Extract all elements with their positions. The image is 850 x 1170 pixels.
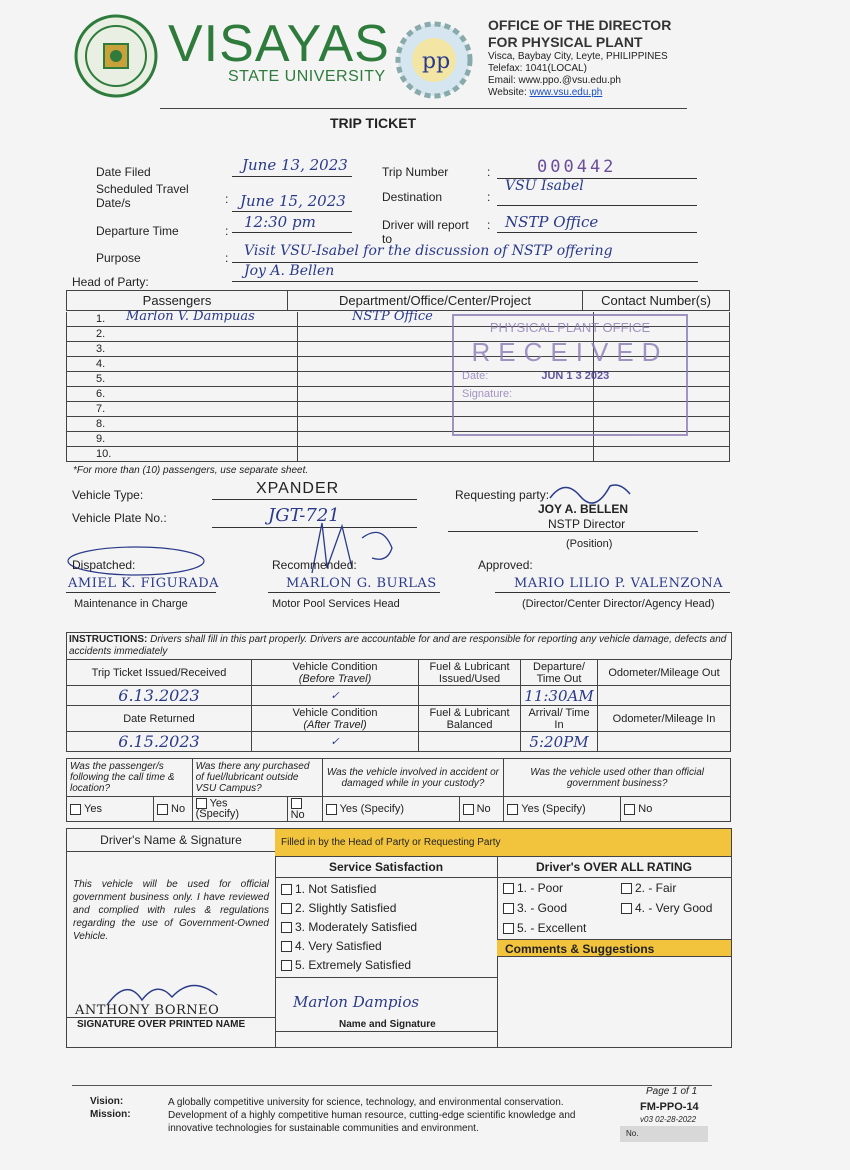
date-filed-label: Date Filed <box>96 165 151 179</box>
office-line2: FOR PHYSICAL PLANT <box>488 34 643 50</box>
form-version: v03 02-28-2022 <box>640 1115 697 1124</box>
scheduled-travel-value[interactable]: June 15, 2023 <box>240 192 346 210</box>
form-code: FM-PPO-14 <box>640 1101 699 1113</box>
vehicle-plate-label: Vehicle Plate No.: <box>72 511 167 525</box>
rating-4-checkbox[interactable] <box>621 903 632 914</box>
stamp-date-value: JUN 1 3 2023 <box>541 370 610 382</box>
service-option[interactable] <box>281 956 497 975</box>
departure-label: Departure/ Time Out <box>521 660 598 686</box>
instructions-box <box>66 632 732 660</box>
comments-title: Comments & Suggestions <box>497 939 731 957</box>
service-option-checkbox[interactable] <box>281 884 292 895</box>
evaluation-section <box>66 828 732 1048</box>
checkbox-q1-no[interactable] <box>157 804 168 815</box>
website-label: Website: <box>488 87 530 98</box>
university-subname: STATE UNIVERSITY <box>228 68 386 85</box>
service-option-checkbox[interactable] <box>281 960 292 971</box>
arrival-value[interactable]: 5:20PM <box>521 732 598 752</box>
passenger-name[interactable]: Marlon V. Dampuas <box>126 309 255 324</box>
odo-out-value[interactable] <box>598 686 731 706</box>
rating-5-checkbox[interactable] <box>503 923 514 934</box>
rating-1-label: 1. - Poor <box>517 881 564 895</box>
checkbox-q1-yes[interactable] <box>70 804 81 815</box>
approved-label: Approved: <box>478 558 533 572</box>
service-option-label: 5. Extremely Satisfied <box>295 958 412 972</box>
department-header: Department/Office/Center/Project <box>288 291 583 311</box>
service-option[interactable] <box>281 880 497 899</box>
cond-after-value[interactable]: ✓ <box>252 732 419 752</box>
service-option-label: 1. Not Satisfied <box>295 882 377 896</box>
stamp-received: RECEIVED <box>471 337 669 367</box>
cond-before-value[interactable]: ✓ <box>252 686 419 706</box>
passenger-number: 3. <box>96 343 106 355</box>
ppo-logo-text: pp <box>422 49 451 74</box>
head-party-signer: Marlon Dampios <box>293 993 420 1011</box>
passenger-number: 8. <box>96 418 106 430</box>
date-filed-value[interactable]: June 13, 2023 <box>242 156 348 174</box>
departure-value[interactable]: 11:30AM <box>521 686 598 706</box>
fuel-balanced-value[interactable] <box>419 732 521 752</box>
question-fuel-purchase: Was there any purchased of fuel/lubricant outside VSU Campus? <box>192 759 322 797</box>
ppo-logo-icon <box>392 18 476 102</box>
passenger-number: 5. <box>96 373 106 385</box>
dispatched-name: AMIEL K. FIGURADA <box>68 576 220 591</box>
odo-in-label: Odometer/Mileage In <box>598 706 731 732</box>
passengers-header: Passengers <box>67 291 288 311</box>
rating-2-label: 2. - Fair <box>635 881 677 895</box>
odo-out-label: Odometer/Mileage Out <box>598 660 731 686</box>
questions-table: Was the passenger/s following the call time & location? Was there any purchased of fuel/lubricant outside VSU Campus? Was the vehicle involved in accident or damaged while in your custody? Was the vehicle used other than official government business? Yes No Yes (Specify) No Yes (Specify) No Yes (Specify) No <box>66 758 731 822</box>
departure-time-value[interactable]: 12:30 pm <box>244 213 316 231</box>
rating-3-checkbox[interactable] <box>503 903 514 914</box>
service-option[interactable] <box>281 937 497 956</box>
stamp-office: PHYSICAL PLANT OFFICE <box>489 320 651 335</box>
service-option-label: 2. Slightly Satisfied <box>295 901 397 915</box>
trip-number-label: Trip Number <box>382 165 449 179</box>
position-label: (Position) <box>566 538 613 550</box>
driver-section-title: Driver's Name & Signature <box>67 829 275 852</box>
passenger-number: 1. <box>96 313 106 325</box>
fuel-issued-label: Fuel & Lubricant Issued/Used <box>419 660 521 686</box>
dispatched-label: Dispatched: <box>72 558 136 572</box>
passenger-number: 10. <box>96 448 112 460</box>
page-number: Page 1 of 1 <box>646 1086 698 1097</box>
rating-4-label: 4. - Very Good <box>635 901 713 915</box>
service-options <box>275 878 497 975</box>
passenger-number: 7. <box>96 403 106 415</box>
recommended-name: MARLON G. BURLAS <box>286 576 437 591</box>
office-line1: OFFICE OF THE DIRECTOR <box>488 17 672 33</box>
dispatched-title: Maintenance in Charge <box>74 598 188 610</box>
telefax: Telefax: 1041(LOCAL) <box>488 63 587 74</box>
instructions-text: Drivers shall fill in this part properly. Drivers are accountable for and are responsible for reporting any vehicle damage, defects and accidents immediately <box>69 634 727 657</box>
destination-label: Destination <box>382 190 443 204</box>
website-link[interactable]: www.vsu.edu.ph <box>529 87 603 98</box>
control-number-box <box>620 1126 708 1142</box>
service-option-label: 3. Moderately Satisfied <box>295 920 418 934</box>
checkbox-q2-no[interactable] <box>291 798 302 809</box>
cond-after-label: Vehicle Condition <box>292 706 378 719</box>
service-option-checkbox[interactable] <box>281 903 292 914</box>
university-seal-icon <box>74 14 158 98</box>
question-accident: Was the vehicle involved in accident or damaged while in your custody? <box>322 759 504 797</box>
address: Visca, Baybay City, Leyte, PHILIPPINES <box>488 51 668 62</box>
odo-in-value[interactable] <box>598 732 731 752</box>
passengers-table <box>66 290 730 311</box>
comments-area[interactable] <box>497 957 731 1047</box>
service-option-label: 4. Very Satisfied <box>295 939 382 953</box>
fuel-issued-value[interactable] <box>419 686 521 706</box>
received-stamp <box>452 314 688 436</box>
service-satisfaction-title: Service Satisfaction <box>275 857 497 878</box>
returned-label: Date Returned <box>67 706 252 732</box>
vehicle-plate-value[interactable]: JGT-721 <box>268 505 340 526</box>
cond-before-label: Vehicle Condition <box>292 660 378 673</box>
approved-name: MARIO LILIO P. VALENZONA <box>514 576 723 591</box>
head-party-banner: Filled in by the Head of Party or Requesting Party <box>275 829 731 857</box>
checkbox-q4-yes[interactable] <box>507 804 518 815</box>
question-other-use: Was the vehicle used other than official government business? <box>504 759 731 797</box>
vehicle-type-label: Vehicle Type: <box>72 488 144 502</box>
name-signature-caption: Name and Signature <box>339 1019 436 1030</box>
question-call-time: Was the passenger/s following the call time & location? <box>67 759 193 797</box>
passenger-number: 6. <box>96 388 106 400</box>
returned-value[interactable]: 6.15.2023 <box>67 732 252 752</box>
approved-title: (Director/Center Director/Agency Head) <box>522 598 715 610</box>
passenger-number: 4. <box>96 358 106 370</box>
rating-3-label: 3. - Good <box>517 901 568 915</box>
checkbox-q3-yes[interactable] <box>326 804 337 815</box>
destination-value[interactable]: VSU Isabel <box>505 178 584 194</box>
recommended-label: Recommended: <box>272 558 357 572</box>
requesting-signature-icon <box>545 476 635 508</box>
arrival-label: Arrival/ Time In <box>521 706 598 732</box>
control-number-label: No. <box>626 1129 639 1138</box>
rating-2-checkbox[interactable] <box>621 883 632 894</box>
passenger-number: 9. <box>96 433 106 445</box>
email: Email: www.ppo.@vsu.edu.ph <box>488 75 621 86</box>
checkbox-q2-yes[interactable] <box>196 798 207 809</box>
trip-number-value: 000442 <box>537 157 617 177</box>
recommended-title: Motor Pool Services Head <box>272 598 400 610</box>
rating-title: Driver's OVER ALL RATING <box>497 857 731 878</box>
vision-label: Vision: <box>90 1096 124 1107</box>
university-name: VISAYAS <box>168 15 390 73</box>
requesting-party-label: Requesting party: <box>455 488 550 502</box>
requesting-party-name: JOY A. BELLEN <box>538 502 629 516</box>
cond-after-sub: (After Travel) <box>303 718 367 731</box>
vision-text: A globally competitive university for science, technology, and environmental conservation. <box>168 1097 564 1108</box>
passenger-number: 2. <box>96 328 106 340</box>
head-of-party-value[interactable]: Joy A. Bellen <box>244 263 335 279</box>
checkbox-q4-no[interactable] <box>624 804 635 815</box>
issued-value[interactable]: 6.13.2023 <box>67 686 252 706</box>
stamp-date-label: Date: <box>462 370 489 382</box>
vision-mission-text <box>168 1096 616 1135</box>
driver-declaration: This vehicle will be used for official government business only. I have reviewed and complied with rules & regulations regarding the use of Government-Owned Vehicle. <box>73 879 269 942</box>
instructions-bold: INSTRUCTIONS: <box>69 634 148 645</box>
departure-time-label: Departure Time <box>96 224 179 238</box>
stamp-signature-label: Signature: <box>462 388 513 400</box>
driver-report-value[interactable]: NSTP Office <box>505 213 599 231</box>
vehicle-type-value[interactable]: XPANDER <box>256 480 340 497</box>
requesting-party-title: NSTP Director <box>548 517 626 531</box>
purpose-value[interactable]: Visit VSU-Isabel for the discussion of NSTP offering <box>244 243 613 259</box>
passengers-note: *For more than (10) passengers, use separate sheet. <box>73 465 309 476</box>
trip-log-table <box>66 659 731 752</box>
service-option[interactable] <box>281 918 497 937</box>
contact-header: Contact Number(s) <box>583 291 730 311</box>
issued-label: Trip Ticket Issued/Received <box>67 660 252 686</box>
service-option-checkbox[interactable] <box>281 941 292 952</box>
cond-before-sub: (Before Travel) <box>298 672 372 685</box>
driver-signature-caption: SIGNATURE OVER PRINTED NAME <box>77 1019 246 1030</box>
head-of-party-label: Head of Party: <box>72 275 149 289</box>
mission-text: Development of a highly competitive human resource, cutting-edge scientific knowledge and innovative technologies for sustainable communities and environment. <box>168 1110 576 1134</box>
passenger-department[interactable]: NSTP Office <box>352 309 433 324</box>
service-option[interactable] <box>281 899 497 918</box>
driver-name: ANTHONY BORNEO <box>75 1003 220 1018</box>
fuel-balanced-label: Fuel & Lubricant Balanced <box>419 706 521 732</box>
checkbox-q3-no[interactable] <box>463 804 474 815</box>
purpose-label: Purpose <box>96 251 141 265</box>
rating-1-checkbox[interactable] <box>503 883 514 894</box>
rating-5-label: 5. - Excellent <box>517 921 587 935</box>
website <box>488 87 602 98</box>
driver-report-label: Driver will report to <box>382 218 469 246</box>
service-option-checkbox[interactable] <box>281 922 292 933</box>
mission-label: Mission: <box>90 1109 131 1120</box>
scheduled-travel-label: Scheduled Travel Date/s <box>96 182 189 210</box>
form-title: TRIP TICKET <box>330 115 417 131</box>
